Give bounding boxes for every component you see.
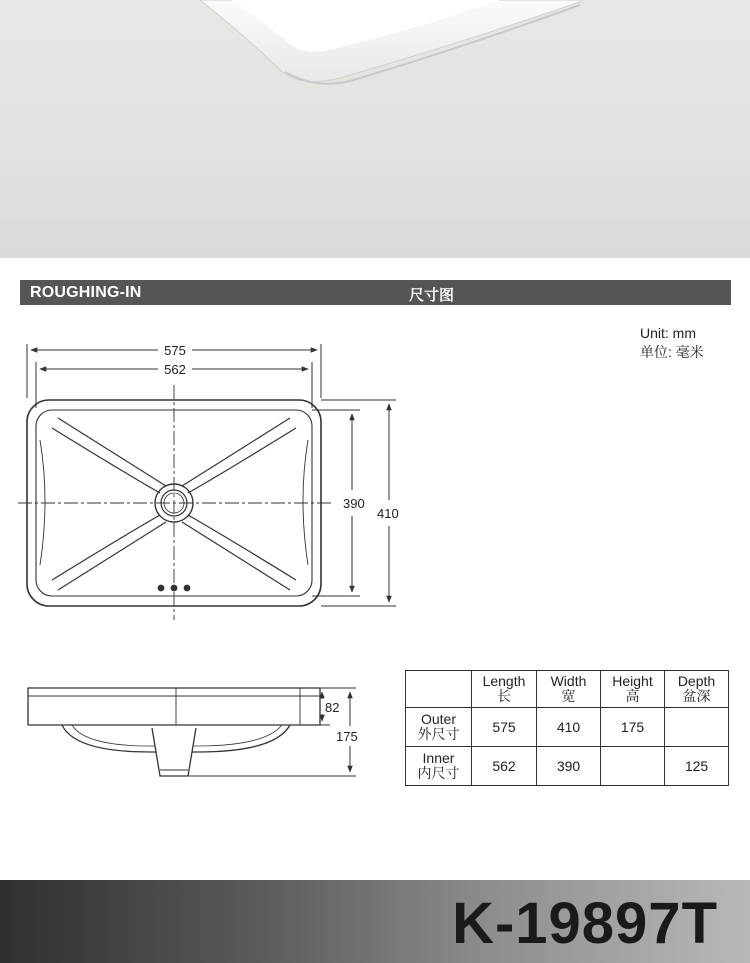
dim-label-410: 410 bbox=[377, 506, 399, 521]
table-row bbox=[406, 708, 729, 747]
model-number: K-19897T bbox=[452, 891, 718, 956]
table-header-cell bbox=[472, 671, 537, 708]
header-height-en: Height bbox=[612, 673, 653, 689]
table-header-cell bbox=[665, 671, 729, 708]
row-label-zh: 外尺寸 bbox=[417, 726, 460, 742]
table-cell bbox=[665, 708, 729, 747]
side-view bbox=[28, 688, 320, 776]
table-header-cell bbox=[537, 671, 601, 708]
table-cell: 125 bbox=[665, 747, 729, 786]
table-corner-cell bbox=[406, 671, 472, 708]
table-header-cell bbox=[601, 671, 665, 708]
header-title-en: ROUGHING-IN bbox=[30, 284, 142, 301]
dim-label-82: 82 bbox=[325, 700, 340, 715]
table-cell: 175 bbox=[601, 708, 665, 747]
header-length-en: Length bbox=[482, 673, 526, 689]
row-label-en: Outer bbox=[420, 711, 456, 727]
row-label-inner bbox=[406, 747, 472, 786]
unit-zh: 单位: 毫米 bbox=[640, 344, 704, 360]
header-depth-en: Depth bbox=[677, 673, 716, 689]
row-label-en: Inner bbox=[422, 750, 455, 766]
dim-label-562: 562 bbox=[164, 362, 186, 377]
dimension-table bbox=[405, 670, 729, 786]
table-cell: 390 bbox=[537, 747, 601, 786]
center-lines bbox=[18, 385, 332, 620]
header-width-zh: 宽 bbox=[561, 688, 576, 704]
unit-en: Unit: mm bbox=[640, 325, 696, 341]
dim-label-390: 390 bbox=[343, 496, 365, 511]
table-row bbox=[406, 747, 729, 786]
table-header-row bbox=[406, 671, 729, 708]
dim-label-575: 575 bbox=[164, 343, 186, 358]
header-width-en: Width bbox=[550, 673, 587, 689]
header-depth-zh: 盆深 bbox=[682, 688, 711, 704]
table-cell: 575 bbox=[472, 708, 537, 747]
header-title-zh: 尺寸图 bbox=[409, 287, 455, 304]
row-label-zh: 内尺寸 bbox=[417, 765, 460, 781]
header-length-zh: 长 bbox=[497, 688, 511, 704]
table-cell: 410 bbox=[537, 708, 601, 747]
table-cell: 562 bbox=[472, 747, 537, 786]
model-banner bbox=[0, 880, 750, 963]
row-label-outer bbox=[406, 708, 472, 747]
dim-label-175: 175 bbox=[336, 729, 358, 744]
header-height-zh: 高 bbox=[625, 688, 640, 704]
table-cell bbox=[601, 747, 665, 786]
